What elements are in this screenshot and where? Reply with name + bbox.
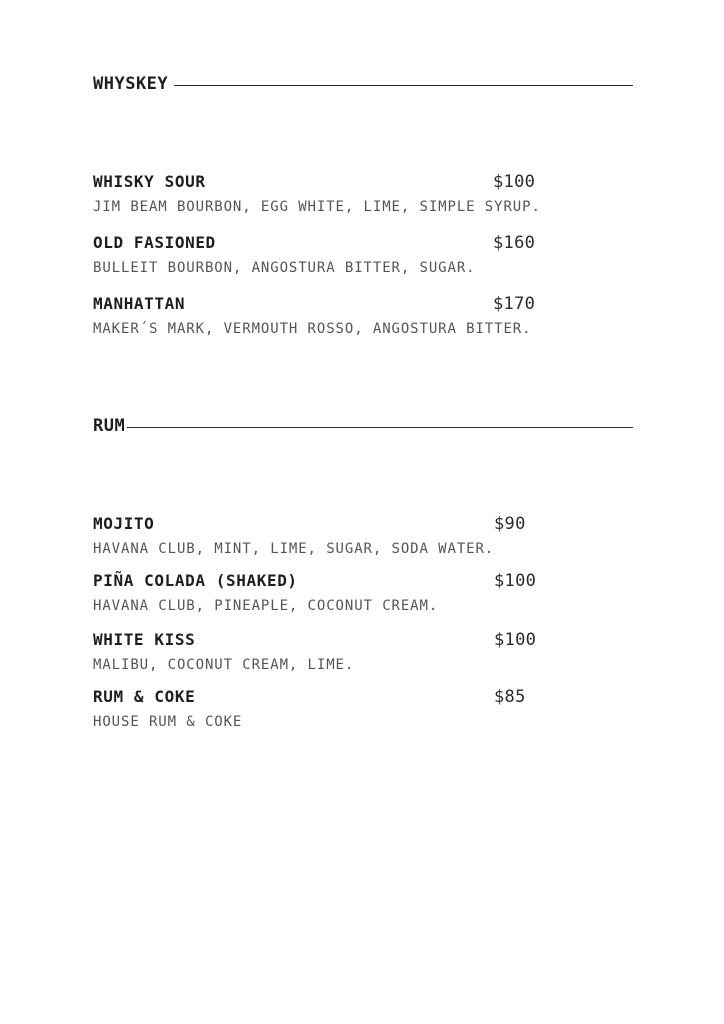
item-price: $160 (493, 233, 536, 253)
item-name: MOJITO (93, 514, 155, 533)
item-description: HAVANA CLUB, MINT, LIME, SUGAR, SODA WATER. (93, 541, 495, 557)
item-description: JIM BEAM BOURBON, EGG WHITE, LIME, SIMPLE SYRUP. (93, 199, 541, 215)
item-description: HOUSE RUM & COKE (93, 714, 243, 730)
item-description: MAKER´S MARK, VERMOUTH ROSSO, ANGOSTURA BITTER. (93, 321, 532, 337)
item-name: MANHATTAN (93, 294, 186, 313)
section-divider (174, 85, 633, 86)
item-description: BULLEIT BOURBON, ANGOSTURA BITTER, SUGAR. (93, 260, 476, 276)
item-description: HAVANA CLUB, PINEAPLE, COCONUT CREAM. (93, 598, 439, 614)
section-divider (127, 427, 633, 428)
item-price: $100 (494, 630, 537, 650)
item-price: $170 (493, 294, 536, 314)
section-title: RUM (93, 416, 126, 436)
item-name: WHISKY SOUR (93, 172, 206, 191)
item-name: PIÑA COLADA (SHAKED) (93, 571, 298, 590)
item-name: RUM & COKE (93, 687, 196, 706)
item-price: $100 (493, 172, 536, 192)
item-price: $85 (494, 687, 526, 707)
item-price: $100 (494, 571, 537, 591)
section-header-rum (93, 415, 633, 437)
item-name: WHITE KISS (93, 630, 196, 649)
section-header-whyskey (93, 73, 633, 95)
item-description: MALIBU, COCONUT CREAM, LIME. (93, 657, 355, 673)
item-name: OLD FASIONED (93, 233, 216, 252)
section-title: WHYSKEY (93, 74, 169, 94)
item-price: $90 (494, 514, 526, 534)
